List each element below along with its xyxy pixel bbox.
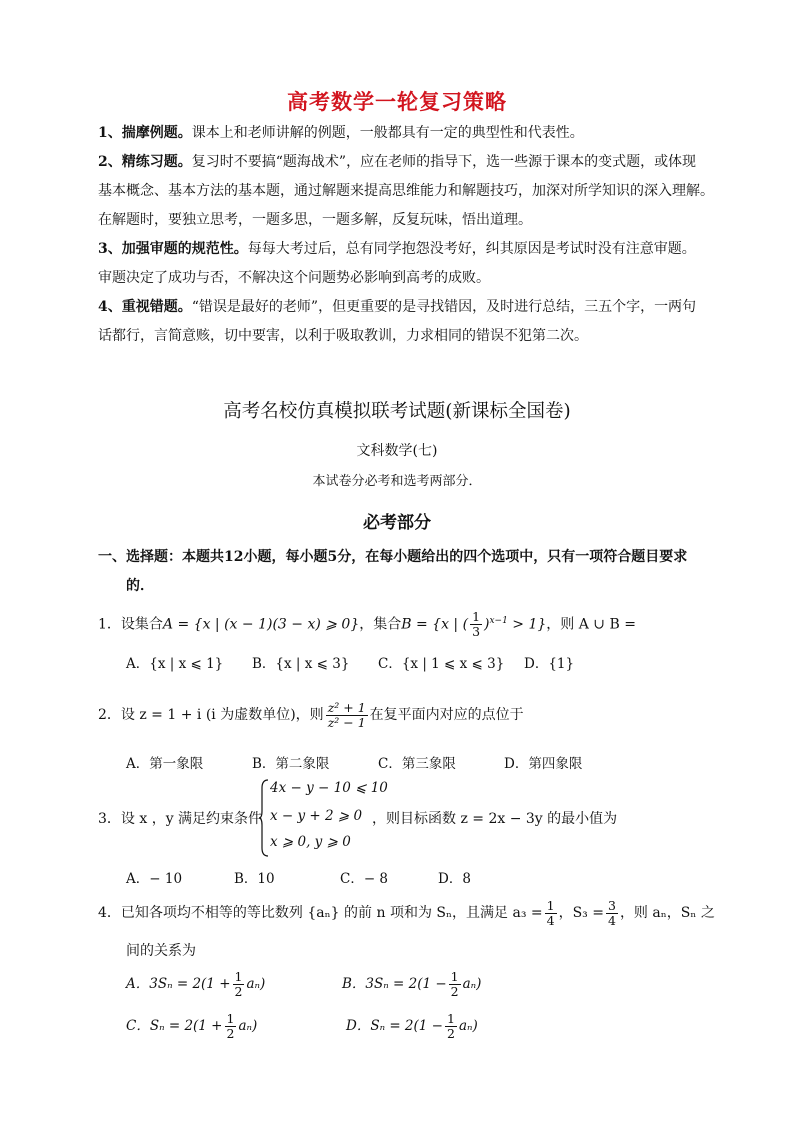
q4-option-d-pre: D．Sₙ = 2(1 −	[346, 1018, 443, 1034]
strategy-item-3-text-1: 每每大考过后，总有同学抱怨没考好，纠其原因是考试时没有注意审题。	[247, 241, 696, 257]
q4-option-c-frac	[225, 1012, 237, 1041]
strategy-item-2	[98, 148, 696, 177]
q1-option-d: D．{1}	[524, 656, 575, 672]
q4-line-2: 间的关系为	[126, 943, 196, 959]
q4-option-c-frac-num: 1	[226, 1011, 235, 1026]
q4-line1-a: 4．已知各项均不相等的等比数列 {aₙ} 的前 n 项和为 Sₙ，且满足 a₃ =	[98, 905, 543, 921]
q3-option-b: B．10	[234, 871, 275, 887]
q3-option-c: C．− 8	[340, 871, 389, 887]
q4-option-d-frac	[445, 1012, 457, 1041]
q4-option-b	[342, 966, 481, 1002]
q1-suffix: ，则 A ∪ B =	[546, 616, 636, 633]
strategy-item-4	[98, 293, 696, 322]
q3-option-d: D．8	[438, 871, 471, 887]
q4-option-c	[126, 1008, 257, 1044]
q4-frac-1-den: 4	[546, 912, 555, 928]
strategy-item-2-text-2: 基本概念、基本方法的基本题，通过解题来提高思维能力和解题技巧，加深对所学知识的深入理解。	[98, 183, 714, 199]
q1-option-c: C．{x | 1 ⩽ x ⩽ 3}	[378, 656, 505, 672]
q4-option-c-pre: C．Sₙ = 2(1 +	[126, 1018, 223, 1034]
q1-exponent: x−1	[489, 616, 508, 626]
exam-note: 本试卷分必考和选考两部分．	[312, 474, 482, 489]
q3-constraint-3: x ⩾ 0, y ⩾ 0	[270, 834, 351, 850]
q4-option-a-frac-den: 2	[234, 984, 243, 999]
q2-option-a: A．第一象限	[126, 756, 204, 772]
q4-option-b-frac	[449, 970, 461, 999]
q4-option-d-frac-den: 2	[447, 1026, 455, 1041]
q3-constraint-system	[258, 778, 388, 858]
question-4-line-1	[98, 893, 715, 933]
part1-heading-line1: 一、选择题：本题共12小题，每小题5分，在每小题给出的四个选项中，只有一项符合题目要求	[98, 549, 688, 565]
q3-brace-icon	[258, 778, 270, 858]
q2-option-d: D．第四象限	[504, 756, 583, 772]
strategy-title: 高考数学一轮复习策略	[287, 89, 507, 114]
q2-option-b: B．第二象限	[252, 756, 330, 772]
q4-option-b-post: aₙ)	[462, 976, 482, 992]
question-2	[98, 697, 524, 733]
q2-suffix: 在复平面内对应的点位于	[369, 707, 524, 723]
q2-frac-num: z² + 1	[327, 699, 366, 715]
q1-option-b: B．{x | x ⩽ 3}	[252, 656, 350, 672]
q1-set-b-post: )	[484, 616, 490, 633]
strategy-item-3-text-2: 审题决定了成功与否，不解决这个问题势必影响到高考的成败。	[98, 270, 490, 286]
part1-heading-line2: 的．	[126, 578, 154, 594]
q2-option-c: C．第三象限	[378, 756, 456, 772]
strategy-item-2-text-3: 在解题时，要独立思考，一题多思，一题多解，反复玩味，悟出道理。	[98, 212, 532, 228]
strategy-item-4-head: 4、重视错题。	[98, 299, 192, 315]
q1-set-b-end: > 1}	[507, 616, 547, 633]
q4-option-a-frac	[233, 970, 245, 999]
q4-option-d-frac-num: 1	[447, 1011, 455, 1026]
strategy-item-3-head: 3、加强审题的规范性。	[98, 241, 248, 257]
strategy-item-2-head: 2、精练习题。	[98, 154, 192, 170]
q4-option-d-post: aₙ)	[458, 1018, 478, 1034]
q4-option-a-post: aₙ)	[246, 976, 266, 992]
q3-constraint-2: x − y + 2 ⩾ 0	[270, 808, 363, 824]
q2-frac-den: z² − 1	[327, 714, 366, 730]
q1-fraction	[470, 610, 482, 639]
exam-subject: 文科数学(七)	[356, 443, 438, 459]
exam-title: 高考名校仿真模拟联考试题(新课标全国卷)	[223, 401, 571, 422]
q4-option-d	[346, 1008, 478, 1044]
q3-constraint-1: 4x − y − 10 ⩽ 10	[270, 780, 388, 796]
q1-prefix: 1．设集合	[98, 616, 163, 633]
q3-option-a: A．− 10	[126, 871, 183, 887]
strategy-item-1-head: 1、揣摩例题。	[98, 125, 192, 141]
q4-frac-2-num: 3	[607, 897, 616, 913]
q2-prefix: 2．设 z = 1 + i (i 为虚数单位)，则	[98, 707, 324, 723]
q3-prefix: 3．设 x ，y 满足约束条件	[98, 811, 263, 827]
q2-fraction	[326, 701, 368, 730]
q4-option-a-frac-num: 1	[234, 969, 243, 984]
question-1	[98, 603, 636, 643]
q4-option-c-frac-den: 2	[226, 1026, 235, 1041]
q1-mid: ，集合	[359, 616, 402, 633]
q4-frac-1	[545, 899, 557, 928]
q4-option-b-pre: B．3Sₙ = 2(1 −	[342, 976, 447, 992]
q4-line1-c: ，则 aₙ，Sₙ 之	[619, 905, 715, 921]
q4-frac-2	[606, 899, 618, 928]
q4-option-b-frac-den: 2	[450, 984, 459, 999]
q1-option-a: A．{x | x ⩽ 1}	[126, 656, 224, 672]
strategy-item-4-text-1: “错误是最好的老师”，但更重要的是寻找错因，及时进行总结，三五个字，一两句	[191, 299, 697, 315]
strategy-item-4-text-2: 话都行，言简意赅，切中要害，以利于吸取教训，力求相同的错误不犯第二次。	[98, 328, 588, 344]
q4-option-a	[126, 966, 265, 1002]
q1-frac-den: 3	[472, 624, 481, 640]
q3-suffix: ，则目标函数 z = 2x − 3y 的最小值为	[372, 811, 618, 827]
strategy-item-3	[98, 235, 696, 264]
strategy-item-1	[98, 119, 584, 148]
strategy-item-1-text: 课本上和老师讲解的例题，一般都具有一定的典型性和代表性。	[191, 125, 584, 141]
q1-set-b-pre: B = {x | (	[401, 616, 469, 633]
q4-option-b-frac-num: 1	[450, 969, 459, 984]
q1-frac-num: 1	[472, 609, 481, 625]
q4-frac-2-den: 4	[607, 912, 616, 928]
q4-line1-b: ，S₃ =	[558, 905, 604, 921]
q4-frac-1-num: 1	[546, 897, 555, 913]
q4-option-c-post: aₙ)	[238, 1018, 258, 1034]
strategy-item-2-text-1: 复习时不要搞“题海战术”，应在老师的指导下，选一些源于课本的变式题，或体现	[191, 154, 697, 170]
q4-option-a-pre: A．3Sₙ = 2(1 +	[126, 976, 231, 992]
section-title: 必考部分	[363, 513, 431, 533]
q1-set-a: A = {x | (x − 1)(3 − x) ⩾ 0}	[162, 616, 360, 633]
